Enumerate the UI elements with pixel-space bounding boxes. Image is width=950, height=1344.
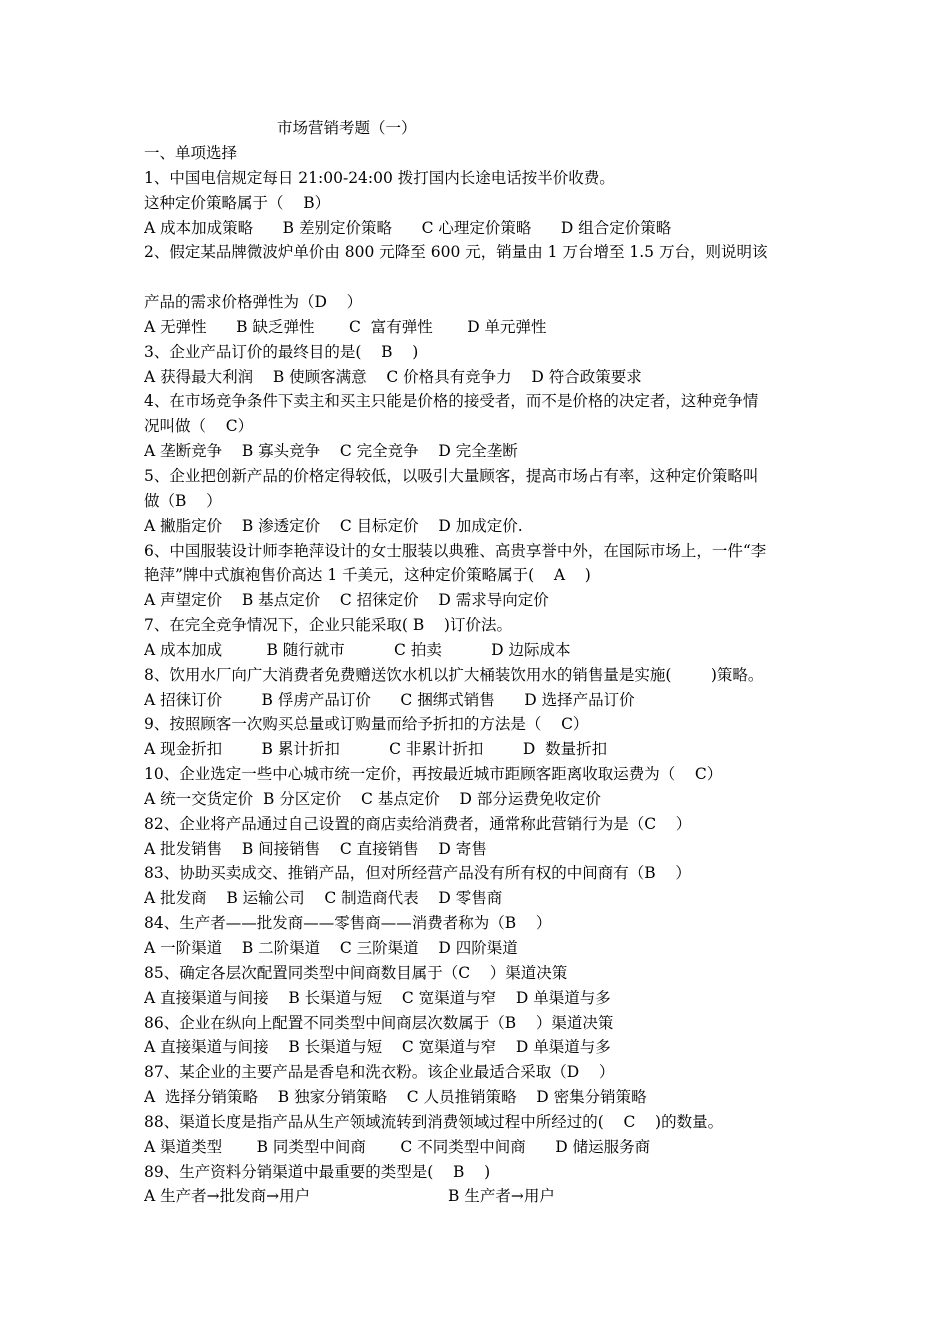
text-line: 8、饮用水厂向广大消费者免费赠送饮水机以扩大桶装饮用水的销售量是实施( )策略。 [144, 665, 764, 684]
text-line: 9、按照顾客一次购买总量或订购量而给予折扣的方法是（ C） [144, 715, 589, 734]
text-line: A 成本加成策略 B 差别定价策略 C 心理定价策略 D 组合定价策略 [144, 218, 672, 237]
text-line: 这种定价策略属于（ B） [144, 193, 331, 212]
text-line: A 统一交货定价 B 分区定价 C 基点定价 D 部分运费免收定价 [144, 789, 601, 808]
text-line: 87、某企业的主要产品是香皂和洗衣粉。该企业最适合采取（D ） [144, 1063, 615, 1082]
text-line: A 生产者→批发商→用户 B 生产者→用户 [144, 1187, 555, 1206]
blank-line [144, 265, 816, 290]
text-line: A 无弹性 B 缺乏弹性 C 富有弹性 D 单元弹性 [144, 317, 547, 336]
text-line: A 批发销售 B 间接销售 C 直接销售 D 寄售 [144, 839, 487, 858]
text-line: A 渠道类型 B 同类型中间商 C 不同类型中间商 D 储运服务商 [144, 1137, 651, 1156]
text-line: 做（B ） [144, 491, 222, 510]
text-line: 一、单项选择 [144, 144, 238, 162]
text-line: 86、企业在纵向上配置不同类型中间商层次数属于（B ）渠道决策 [144, 1013, 614, 1032]
text-line: 6、中国服装设计师李艳萍设计的女士服装以典雅、高贵享誉中外，在国际市场上，一件“李 [144, 541, 767, 560]
text-line: 84、生产者——批发商——零售商——消费者称为（B ） [144, 914, 552, 933]
text-line: 82、企业将产品通过自己设置的商店卖给消费者，通常称此营销行为是（C ） [144, 814, 692, 833]
text-line: 85、确定各层次配置同类型中间商数目属于（C ）渠道决策 [144, 963, 568, 982]
text-line: 7、在完全竞争情况下，企业只能采取( B )订价法。 [144, 616, 512, 635]
text-line: 4、在市场竞争条件下卖主和买主只能是价格的接受者，而不是价格的决定者，这种竞争情 [144, 392, 759, 411]
text-line: A 获得最大利润 B 使顾客满意 C 价格具有竞争力 D 符合政策要求 [144, 367, 642, 386]
text-line: A 垄断竞争 B 寡头竞争 C 完全竞争 D 完全垄断 [144, 442, 518, 461]
text-line: 89、生产资料分销渠道中最重要的类型是( B ) [144, 1162, 491, 1181]
text-line: 10、企业选定一些中心城市统一定价，再按最近城市距顾客距离收取运费为（ C） [144, 765, 723, 784]
text-line: 艳萍”牌中式旗袍售价高达 1 千美元，这种定价策略属于( A ) [144, 566, 591, 585]
text-line: A 直接渠道与间接 B 长渠道与短 C 宽渠道与窄 D 单渠道与多 [144, 988, 611, 1007]
text-line: A 声望定价 B 基点定价 C 招徕定价 D 需求导向定价 [144, 591, 549, 610]
text-line: 5、企业把创新产品的价格定得较低，以吸引大量顾客，提高市场占有率，这种定价策略叫 [144, 466, 759, 485]
text-line: A 直接渠道与间接 B 长渠道与短 C 宽渠道与窄 D 单渠道与多 [144, 1038, 611, 1057]
text-line: 况叫做（ C） [144, 417, 254, 436]
document-body [144, 141, 816, 1209]
text-line: A 成本加成 B 随行就市 C 拍卖 D 边际成本 [144, 640, 571, 659]
text-line: A 一阶渠道 B 二阶渠道 C 三阶渠道 D 四阶渠道 [144, 939, 518, 957]
text-line: A 现金折扣 B 累计折扣 C 非累计折扣 D 数量折扣 [144, 740, 608, 759]
text-line: 83、协助买卖成交、推销产品，但对所经营产品没有所有权的中间商有（B ） [144, 864, 691, 883]
text-line: A 撇脂定价 B 渗透定价 C 目标定价 D 加成定价. [144, 516, 523, 535]
text-line: A 选择分销策略 B 独家分销策略 C 人员推销策略 D 密集分销策略 [144, 1088, 647, 1107]
text-line: A 批发商 B 运输公司 C 制造商代表 D 零售商 [144, 889, 503, 908]
text-line: 1、中国电信规定每日 21:00-24:00 拨打国内长途电话按半价收费。 [144, 168, 615, 187]
text-line: 88、渠道长度是指产品从生产领域流转到消费领域过程中所经过的( C )的数量。 [144, 1112, 724, 1131]
document-title: 市场营销考题（一） [277, 119, 417, 137]
text-line: 2、假定某品牌微波炉单价由 800 元降至 600 元，销量由 1 万台增至 1.5 万台，则说明该 [144, 243, 768, 262]
text-line: A 招徕订价 B 俘虏产品订价 C 捆绑式销售 D 选择产品订价 [144, 690, 635, 709]
text-line: 3、企业产品订价的最终目的是( B ) [144, 342, 419, 361]
text-line: 产品的需求价格弹性为（D ） [144, 293, 363, 312]
